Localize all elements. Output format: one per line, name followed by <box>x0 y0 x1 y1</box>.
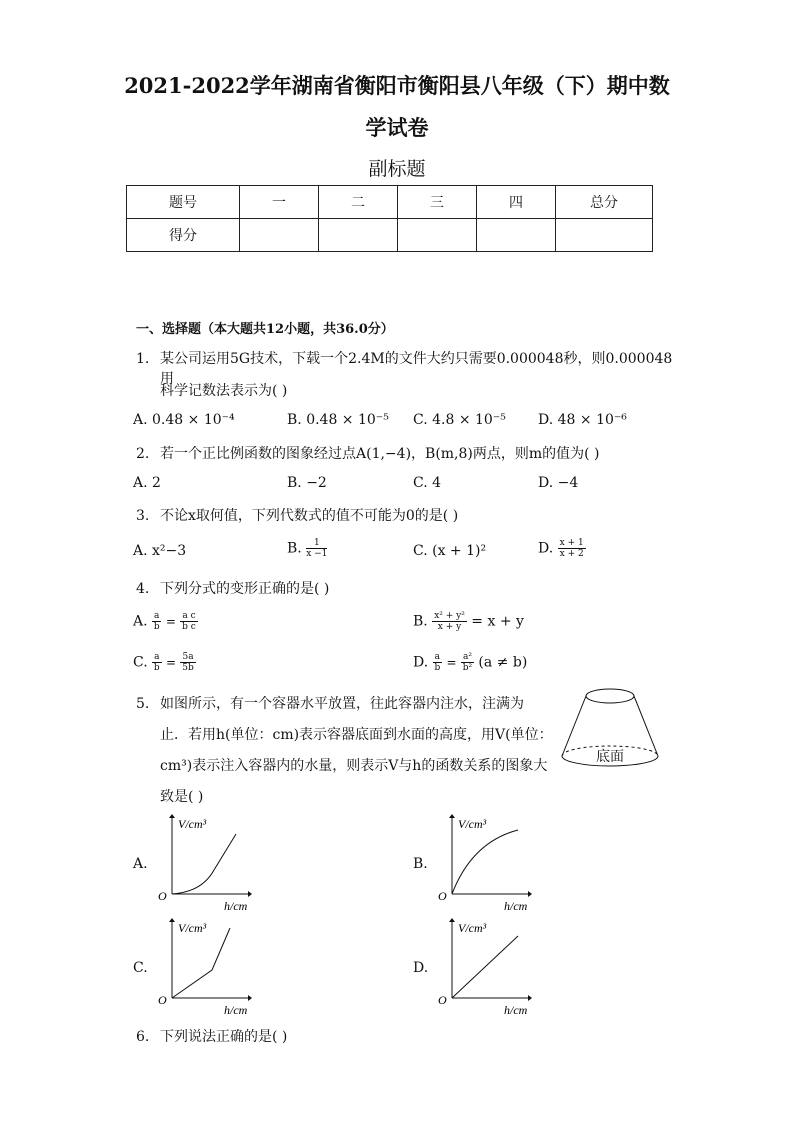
score-cell[interactable] <box>398 219 477 252</box>
q2-option-a[interactable]: A. 2 <box>133 475 161 491</box>
q1-option-a[interactable]: A. 0.48 × 10⁻⁴ <box>133 412 235 428</box>
denominator: b <box>434 663 441 673</box>
fraction <box>558 538 586 559</box>
x-axis-label: h/cm <box>224 1003 248 1017</box>
q5-option-c[interactable]: C. <box>133 960 148 976</box>
exam-title-line1: 2021-2022学年湖南省衡阳市衡阳县八年级（下）期中数 <box>124 73 670 98</box>
score-header-cell: 三 <box>398 186 477 219</box>
origin-label: O <box>158 993 167 1007</box>
y-axis-label: V/cm³ <box>458 921 487 935</box>
numerator: a <box>154 652 160 662</box>
option-label: A. <box>133 613 148 630</box>
exam-title-line2: 学试卷 <box>365 115 429 140</box>
option-label: D. <box>538 540 554 557</box>
q5-graph-c[interactable] <box>152 916 252 1018</box>
origin-label: O <box>438 993 447 1007</box>
question-4-text: 下列分式的变形正确的是( ) <box>160 581 330 597</box>
question-1-line2: 科学记数法表示为( ) <box>160 383 288 399</box>
denominator: b² <box>462 663 473 673</box>
question-3-text: 不论x取何值，下列代数式的值不可能为0的是( ) <box>160 508 459 524</box>
option-label: D. <box>413 654 429 671</box>
fraction <box>461 652 474 673</box>
q5-option-a[interactable]: A. <box>133 856 148 872</box>
x-axis-label: h/cm <box>504 1003 528 1017</box>
denominator: x −1 <box>306 549 328 559</box>
origin-label: O <box>438 889 447 903</box>
q2-option-d[interactable]: D. −4 <box>538 475 579 491</box>
fraction <box>306 538 327 559</box>
y-axis-label: V/cm³ <box>458 817 487 831</box>
score-header-cell: 四 <box>477 186 556 219</box>
score-table <box>126 185 653 252</box>
question-number: 3. <box>136 508 150 524</box>
y-axis-label: V/cm³ <box>178 921 207 935</box>
fraction <box>180 652 195 673</box>
score-table-score-row <box>127 219 653 252</box>
score-row-label: 得分 <box>127 219 240 252</box>
denominator: x + y <box>437 622 462 632</box>
q4-option-a[interactable]: A. $\frac{a}{b}$ = $\frac{\text{a c}}{\text{b c}}$ <box>133 611 196 632</box>
score-header-cell: 题号 <box>127 186 240 219</box>
score-header-cell: 一 <box>240 186 319 219</box>
equation-rest: (a ≠ b) <box>478 654 528 671</box>
numerator: 1 <box>306 538 327 549</box>
question-number: 2. <box>136 446 150 462</box>
q3-option-c[interactable]: C. (x + 1)² <box>413 543 487 559</box>
question-5-line1: 如图所示，有一个容器水平放置，往此容器内注水，注满为 <box>160 696 524 712</box>
question-1-line1: 某公司运用5G技术，下载一个2.4M的文件大约只需要0.000048秒，则0.000048用 <box>160 351 673 387</box>
origin-label: O <box>158 889 167 903</box>
numerator: a <box>154 611 160 621</box>
score-cell[interactable] <box>240 219 319 252</box>
numerator: a <box>434 652 441 662</box>
q3-option-a[interactable]: A. x²−3 <box>133 543 187 559</box>
q3-option-b[interactable] <box>287 538 327 559</box>
container-label: 底面 <box>596 750 624 765</box>
fraction <box>152 611 161 632</box>
q4-option-b[interactable] <box>413 611 524 632</box>
option-label: B. <box>413 613 428 630</box>
q2-option-c[interactable]: C. 4 <box>413 475 442 491</box>
numerator: 5a <box>182 652 194 662</box>
score-table-header-row <box>127 186 653 219</box>
score-cell[interactable] <box>319 219 398 252</box>
exam-subtitle: 副标题 <box>368 158 426 180</box>
numerator: x² + y² <box>434 611 465 621</box>
q5-option-d[interactable]: D. <box>413 960 429 976</box>
score-header-cell: 总分 <box>556 186 653 219</box>
x-axis-label: h/cm <box>504 899 528 913</box>
fraction <box>433 652 442 673</box>
q4-option-c[interactable]: C. $\frac{a}{b}$ = $\frac{5a}{5b}$ <box>133 652 194 673</box>
q5-graph-d[interactable] <box>432 916 532 1018</box>
numerator: x + 1 <box>559 538 584 548</box>
fraction <box>152 652 161 673</box>
denominator: b <box>153 622 160 632</box>
option-label: C. <box>133 654 148 671</box>
q1-option-b[interactable]: B. 0.48 × 10⁻⁵ <box>287 412 389 428</box>
score-header-cell: 二 <box>319 186 398 219</box>
q5-graph-b[interactable] <box>432 812 532 914</box>
y-axis-label: V/cm³ <box>178 817 207 831</box>
denominator: b <box>153 663 160 673</box>
q1-option-d[interactable]: D. 48 × 10⁻⁶ <box>538 412 627 428</box>
option-label: B. <box>287 540 302 557</box>
q3-option-d[interactable] <box>538 538 586 559</box>
section-heading: 一、选择题（本大题共12小题，共36.0分） <box>136 322 394 337</box>
question-6-text: 下列说法正确的是( ) <box>160 1029 288 1045</box>
fraction <box>432 611 467 632</box>
numerator: a c <box>182 611 196 621</box>
q2-option-b[interactable]: B. −2 <box>287 475 327 491</box>
x-axis-label: h/cm <box>224 899 248 913</box>
fraction <box>180 611 197 632</box>
score-cell[interactable] <box>477 219 556 252</box>
question-2-text: 若一个正比例函数的图象经过点A(1,−4)，B(m,8)两点，则m的值为( ) <box>160 446 600 462</box>
container-figure <box>556 684 664 776</box>
question-5-line2: 止．若用h(单位：cm)表示容器底面到水面的高度，用V(单位： <box>160 727 553 743</box>
question-number: 5. <box>136 696 150 712</box>
score-cell[interactable] <box>556 219 653 252</box>
question-5-line3: cm³)表示注入容器内的水量，则表示V与h的函数关系的图象大 <box>160 758 548 774</box>
q5-graph-a[interactable] <box>152 812 252 914</box>
q1-option-c[interactable]: C. 4.8 × 10⁻⁵ <box>413 412 506 428</box>
denominator: 5b <box>182 663 194 673</box>
numerator: a² <box>462 652 472 662</box>
denominator: x + 2 <box>559 549 584 559</box>
q5-option-b[interactable]: B. <box>413 856 428 872</box>
denominator: b c <box>182 622 196 632</box>
question-5-line4: 致是( ) <box>160 789 204 805</box>
question-number: 6. <box>136 1029 150 1045</box>
question-number: 1. <box>136 351 150 367</box>
q4-option-d[interactable]: D. $\frac{a}{b}$ = $\frac{\text{a²}}{\text{b²}}$ (a ≠ b) <box>413 652 528 673</box>
equation-rest: = x + y <box>471 613 524 630</box>
question-number: 4. <box>136 581 150 597</box>
